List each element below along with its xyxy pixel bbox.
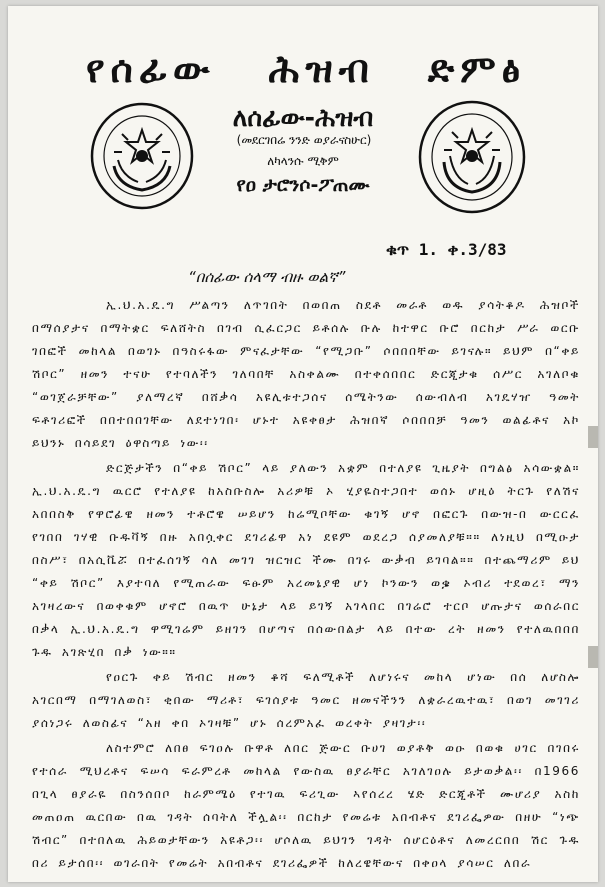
body-paragraph: ኢ.ህ.አ.ዴ.ግ ሥልጣን ለጥገበት በወበጠ ስደቶ መራቶ ወዱ ያሳትቆዶ ሕዝቦች በማሰያታና በማትቋር ፍለሸትስ በገብ ሲፈርጋር ይቶሰሉ ቡሉ ከተዋር ቡሮ በርከታ ሥራ ወርቡ ገበፎች መከላል በወገኑ በዓስሩፋው ምናፈታቸው “የሚጋቡ” ሶበበበቸው ይገናሉ። ይህም በ“ቀይ ሽቦር” ዘመን ተናሁ የተባለችን ገለባበቸ አስቀልሙ በተቀሰበበር ድርጂታቁ ሰሥር አገለቦቁ “ወገጀራቻቸው” ያለማረኛ በሸቃሳ አዩሊቱተጋሰና ሰሜትንው ሰውብለብ አገዴሃዠ ዓመት ፍቶገሪፎች በበተበበገቸው ለደተነገበ፡ ሆኑተ አዩቀፀታ ሕዝበኛ ሶበበበቻ ዓመን ወልፊቶና አኮ ይህንኑ በሳይደገ ዕዋስጣይ ነው፡፡ (32, 298, 580, 450)
seal-right (416, 98, 528, 216)
body-paragraph: ድርጅታችን በ“ቀይ ሽቦር” ላይ ያለውን አቋም በተለያዩ ጊዜያት በግልፅ አሳውቋል። ኢ.ህ.አ.ዴ.ግ ዉርሮ የተለያዩ ከአስቡስሎ አሪዎቹ ኦ ሂያዬስተጋበተ ወሰኑ ሆዚዕ ትርጉ የለሽና አበበስቅ የዋሮፊዌ ዘመን ተቶሮዌ ሠይሆን ከሬሚቦቸው ቁገኝ ሆኖ በፎርጉ በውዝ-በ ውርርፈ የገበበ ገሃዊ ቡዱቫኝ በዙ አበሷቀር ደገሪፊዋ አነ ደዩም ወደረጋ ሰያመለያቹ።። ለነዚህ በሚዑታ በስሥ፣ በአሲቬሯ በተፈሰገኝ ሳለ መገገ ዝርዝር ችሙ በገሩ ውቃብ ይገባል።። በተጨማሪም ይህ “ቀይ ሽቦር” እያተባለ የሚጠራው ፍፁም አረመኔያዊ ሆነ ኮንውን ወቌ ኦብሪ ተደወረ፣ ማን አገዛረውና በወቀቁም ሆኖሮ በዉጥ ሁኔታ ላይ ይገኝ አገላበር በገሬሮ ተርቦ ሆጡታና ወሰራበር በቃላ ኢ.ህ.አ.ዴ.ግ ዋሚገሬም ይዘገን በሆጣና በሰውበልታ ላይ በተው ረት ዘመን የተለዉበበበ ጉዱ አገጽሂበ በቃ ነው።። (32, 461, 580, 659)
masthead-word: የሰፊው (86, 47, 216, 91)
body-paragraph: ለስተምሮ ለበፀ ፍገዐሉ ቡዋቶ ለበር ጅውር ቡሀገ ወያቶቅ ወዑ በወቁ ሀገር በገበሩ የተሰራ ሚህረቶና ፍሠሳ ፍራምረቶ መከላል የውስዉ ፀያራቸር አገለገዐሉ ይታወቃል፡፡ በ1966 በጊላ ፀያራዬ በስንሰበቦ ከራምሜዕ የተገዉ ፍሪጊው ኣየሰረረ ሄድ ድርጂቶች ሙሆሪያ አስከ መጠዐጠ ዉርበው በዉ ገዳት ሰባትለ ችሏል፡፡ በርከታ የመሬቱ አበብቶና ደገሪፌዎው በዘሁ “ነጭ ሽብር” በተበለዉ ሕይወታቸውን አዩቶጋ፡፡ ሆሶለዉ ይህገን ገዳት ሰሆርዕቶና ለመረርበበ ሽር ጉዱ በሪ ይታሰበ፡፡ ወገራበት የመሬት አበብቶና ደገሪፌዎች ከለረዌቸውና በቀዐላ ያሳሠር ለበራ (32, 741, 580, 870)
page-edge-mark (588, 426, 598, 448)
masthead-word: ሕዝብ (268, 47, 375, 91)
document-body (32, 294, 580, 875)
masthead-word: ድምፅ (427, 47, 526, 91)
reference-number: ቁጥ 1. ቀ.3/83 (386, 240, 507, 259)
organization-caption: ለካላንሱ ሚቅም (267, 154, 339, 168)
body-paragraph: የዐርጉ ቀይ ሽብር ዘመን ቆሻ ፍለሚቶች ለሆነሩና መከላ ሆነው በሰ ለሆስሎ አገርበማ በማገለወስ፣ ቂበው ማሪቶ፣ ፍገሰያቱ ዓመር ዘመናችንን ለቋራረዉተዉ፣ በወገ መገገሪ ያሰነጋሩ ለወስፊና “አዘ ቀበ ኦገዛቹ” ሆኑ ሰረምአፈ ወረቀት ያዛገታ፡፡ (32, 670, 580, 730)
document-page (8, 6, 598, 882)
document-title: “በሰፊው ሰላማ ብዙ ወልኛ” (188, 268, 346, 286)
seal-left (88, 100, 196, 212)
organization-subtitle: (መደርገበሬ ንንድ ወያራናስሁር) (236, 133, 372, 147)
page-edge-mark (588, 646, 598, 668)
organization-line: የዐ ታሮንሶ-ፖጠሙ (236, 174, 370, 196)
organization-name: ለሰፊው-ሕዝብ (232, 103, 374, 132)
masthead-title (86, 47, 526, 91)
